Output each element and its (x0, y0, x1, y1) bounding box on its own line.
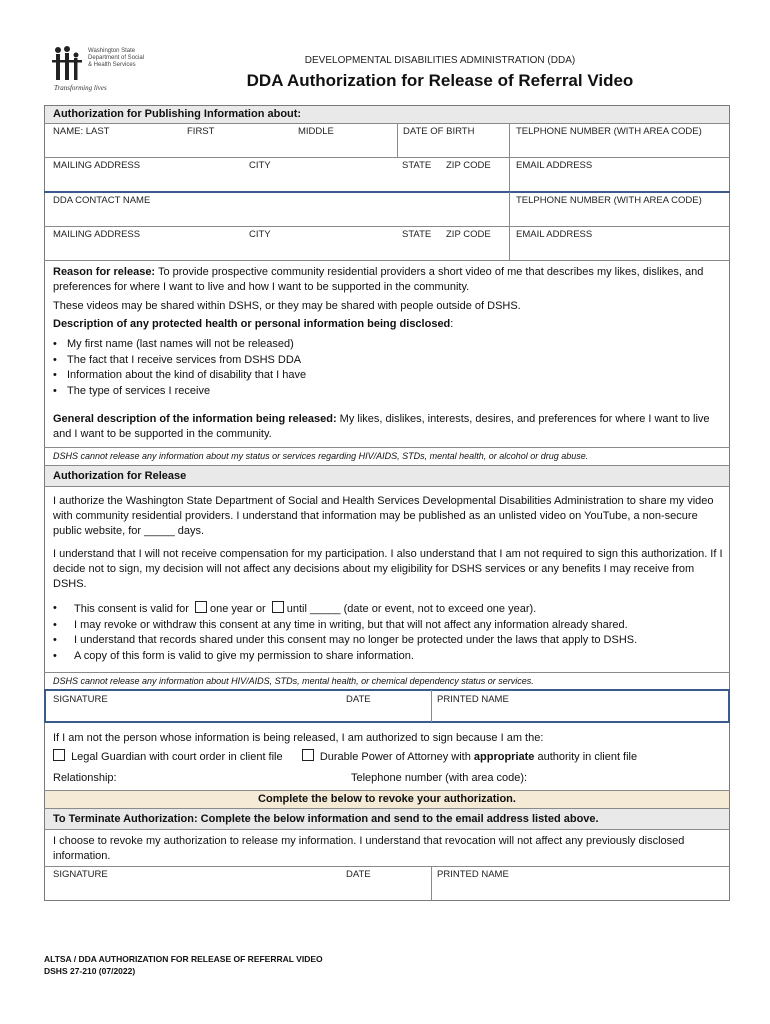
form-title-footer: ALTSA / DDA AUTHORIZATION FOR RELEASE OF REFERRAL VIDEO (44, 954, 323, 964)
family-figures-icon (52, 46, 84, 82)
hiv-disclaimer: DSHS cannot release any information about my status or services regarding HIV/AIDS, STDs, mental health, or alcohol or drug abuse. (53, 451, 589, 461)
signature-box (44, 689, 730, 723)
field-dda-contact-name[interactable]: DDA CONTACT NAME (53, 195, 151, 206)
option-poa-post: authority in client file (534, 751, 638, 763)
logo-line: Department of Social (88, 55, 145, 61)
field-dob[interactable]: DATE OF BIRTH (403, 126, 475, 137)
general-text: My likes, dislikes, interests, desires, and preferences for where I want to live and I want to be supported in the community. (53, 413, 710, 440)
divider (44, 829, 730, 830)
logo-text (88, 48, 144, 69)
dshs-logo (52, 46, 162, 96)
divider (397, 123, 398, 157)
revoke-text: I choose to revoke my authorization to release my information. I understand that revocation will not affect any previously disclosed information. (53, 835, 685, 862)
list-item: • My first name (last names will not be released) (53, 337, 653, 353)
logo-tagline: Transforming lives (54, 84, 107, 92)
field-middle[interactable]: MIDDLE (298, 126, 334, 137)
section-title-authorization: Authorization for Release (53, 470, 187, 482)
divider (44, 123, 730, 124)
consent-validity-item (53, 601, 725, 618)
general-description (53, 412, 725, 442)
representative-options (53, 749, 725, 765)
field-contact-phone[interactable]: TELPHONE NUMBER (WITH AREA CODE) (516, 195, 702, 206)
section-title-terminate: To Terminate Authorization: Complete the below information and send to the email address listed above. (53, 813, 599, 825)
field-state[interactable]: STATE (402, 160, 432, 171)
reason-label: Reason for release: (53, 266, 156, 278)
divider (44, 260, 730, 261)
option-legal-guardian: Legal Guardian with court order in client file (71, 751, 283, 763)
disclosed-info-list (53, 337, 653, 399)
field-revoke-date[interactable]: DATE (346, 869, 371, 880)
page-title: DDA Authorization for Release of Referral Video (246, 71, 634, 90)
authorization-paragraph-2: I understand that I will not receive compensation for my participation. I also understand that I am not required to sign this authorization. If I decide not to sign, my decision will not affect any decisions about my eligibility for DSHS services or any benefits I may receive from DSHS. (53, 548, 723, 590)
field-contact-email[interactable]: EMAIL ADDRESS (516, 229, 593, 240)
list-item: • The fact that I receive services from DSHS DDA (53, 353, 653, 369)
consent-option-until: until _____ (date or event, not to exceed one year). (286, 603, 537, 615)
divider (431, 690, 432, 722)
list-item: • A copy of this form is valid to give my permission to share information. (53, 649, 725, 665)
field-revoke-signature[interactable]: SIGNATURE (53, 869, 108, 880)
option-poa-pre: Durable Power of Attorney with (319, 751, 474, 763)
divider (431, 866, 432, 901)
field-zip[interactable]: ZIP CODE (446, 160, 491, 171)
divider (44, 486, 730, 487)
list-item: • Information about the kind of disability that I have (53, 368, 653, 384)
field-first[interactable]: FIRST (187, 126, 215, 137)
field-rep-telephone[interactable]: Telephone number (with area code): (351, 772, 528, 784)
divider (44, 672, 730, 673)
field-revoke-printed-name[interactable]: PRINTED NAME (437, 869, 509, 880)
field-city[interactable]: CITY (249, 160, 271, 171)
form-number: DSHS 27-210 (07/2022) (44, 966, 136, 976)
option-poa-bold: appropriate (473, 751, 535, 763)
checkbox-legal-guardian[interactable] (53, 749, 65, 761)
representative-text: If I am not the person whose information is being released, I am authorized to sign because I am the: (53, 732, 544, 744)
colon: : (450, 318, 454, 330)
section-title-client: Authorization for Publishing Information about: (53, 108, 302, 120)
field-contact-city[interactable]: CITY (249, 229, 271, 240)
authorization-paragraph-1: I authorize the Washington State Department of Social and Health Services Developmental Disabilities Administration to share my video with community residential providers. I understand that information may be published as an unlisted video on YouTube, a non-secure public website, for _____ days. (53, 495, 714, 537)
checkbox-one-year[interactable] (195, 601, 207, 613)
field-relationship[interactable]: Relationship: (53, 772, 117, 784)
field-email[interactable]: EMAIL ADDRESS (516, 160, 593, 171)
list-item: • The type of services I receive (53, 384, 653, 400)
consent-list (53, 601, 725, 664)
checkbox-power-of-attorney[interactable] (302, 749, 314, 761)
description-heading (53, 317, 725, 332)
revoke-banner: Complete the below to revoke your authorization. (258, 793, 516, 805)
description-label: Description of any protected health or personal information being disclosed (53, 318, 451, 330)
list-item: • I may revoke or withdraw this consent at any time in writing, but that will not affect any information already shared. (53, 618, 725, 634)
divider (44, 191, 730, 193)
field-date[interactable]: DATE (346, 694, 371, 705)
field-contact-zip[interactable]: ZIP CODE (446, 229, 491, 240)
field-printed-name[interactable]: PRINTED NAME (437, 694, 509, 705)
agency-name: DEVELOPMENTAL DISABILITIES ADMINISTRATION (DDA) (304, 55, 576, 66)
general-label: General description of the information being released: (53, 413, 337, 425)
reason-paragraph (53, 265, 725, 295)
release-disclaimer: DSHS cannot release any information about HIV/AIDS, STDs, mental health, or chemical dependency status or services. (53, 676, 534, 686)
divider (44, 157, 730, 158)
divider (44, 226, 730, 227)
consent-prefix: This consent is valid for (74, 603, 189, 615)
divider (44, 447, 730, 448)
divider (44, 866, 730, 867)
consent-option-one-year: one year or (210, 603, 266, 615)
reason-text: To provide prospective community residential providers a short video of me that describes my likes, dislikes, and preferences for where I want to live and how I want to be supported in the community. (53, 266, 704, 293)
field-mailing-address[interactable]: MAILING ADDRESS (53, 160, 141, 171)
field-signature[interactable]: SIGNATURE (53, 694, 108, 705)
shared-note: These videos may be shared within DSHS, or they may be shared with people outside of DSHS. (53, 300, 521, 312)
field-name-last[interactable]: NAME: LAST (53, 126, 110, 137)
field-contact-state[interactable]: STATE (402, 229, 432, 240)
field-phone[interactable]: TELPHONE NUMBER (WITH AREA CODE) (516, 126, 702, 137)
field-contact-mailing[interactable]: MAILING ADDRESS (53, 229, 141, 240)
logo-line: Washington State (88, 48, 136, 54)
list-item: • I understand that records shared under this consent may no longer be protected under the laws that apply to DSHS. (53, 633, 725, 649)
logo-line: & Health Services (88, 62, 136, 68)
checkbox-until-date[interactable] (272, 601, 284, 613)
